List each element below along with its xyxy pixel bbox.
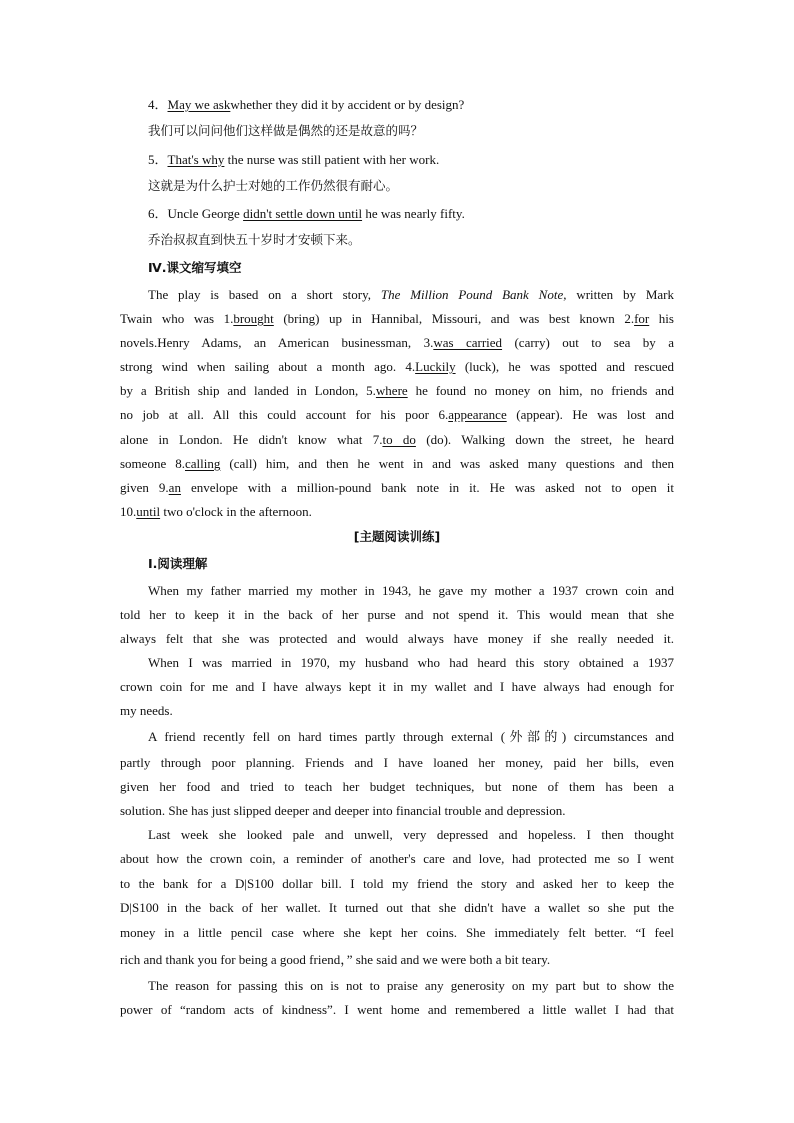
summary-line-1 [148, 285, 674, 305]
text: (bring) up in Hannibal, Missouri, and was best known 2. [273, 311, 635, 326]
answer-blank: May we ask [167, 97, 231, 112]
summary-line-5 [120, 381, 674, 401]
text: (carry) out to sea by a [502, 335, 674, 350]
answer-blank-7: to do [382, 432, 416, 447]
text: Twain who was 1. [120, 311, 234, 326]
answer-blank-8: calling [184, 456, 221, 471]
reading-line: When my father married my mother in 1943, he gave my mother a 1937 crown coin and [148, 583, 674, 598]
sentence-5-translation: 这就是为什么护士对她的工作仍然很有耐心。 [148, 178, 399, 193]
answer-blank-2: for [634, 311, 650, 326]
sentence-number: 4． [148, 97, 168, 112]
summary-line-6 [120, 405, 674, 425]
summary-line-4 [120, 357, 674, 377]
reading-line: given her food and tried to teach her budget techniques, but none of them has been a [120, 779, 674, 794]
answer-blank: didn't settle down until [243, 206, 363, 221]
reading-line: partly through poor planning. Friends and I have loaned her money, paid her bills, even [120, 755, 674, 770]
sentence-number: 6． [148, 206, 168, 221]
summary-line-3 [120, 333, 674, 353]
answer-blank-6: appearance [448, 407, 507, 422]
reading-line: told her to keep it in the back of her purse and not spend it. This would mean that she [120, 607, 674, 622]
text: (do). Walking down the street, he heard [415, 432, 674, 447]
reading-line: A friend recently fell on hard times partly through external (外部的) circumstances and [148, 729, 674, 744]
text: written by Mark [566, 287, 675, 302]
summary-line-10 [120, 502, 674, 522]
text: envelope with a million-pound bank note in it. He was asked not to open it [180, 480, 674, 495]
text: strong wind when sailing about a month ago. 4. [120, 359, 416, 374]
text: no job at all. All this could account for his poor 6. [120, 407, 449, 422]
answer-blank-9: an [168, 480, 181, 495]
reading-line: When I was married in 1970, my husband who had heard this story obtained a 1937 [148, 655, 674, 670]
text: someone 8. [120, 456, 185, 471]
reading-line: The reason for passing this on is not to praise any generosity on my part but to show the [148, 978, 674, 993]
text: (appear). He was lost and [506, 407, 674, 422]
answer-blank-5: where [375, 383, 408, 398]
answer-blank-3: was carried [433, 335, 503, 350]
answer-blank: That's why [167, 152, 225, 167]
theme-heading: [主题阅读训练] [353, 529, 441, 544]
reading-line: about how the crown coin, a reminder of another's care and love, had protected me so I went [120, 851, 674, 866]
reading-line: solution. She has just slipped deeper and deeper into financial trouble and depression. [120, 803, 566, 818]
answer-blank-4: Luckily [415, 359, 456, 374]
sentence-6-translation: 乔治叔叔直到快五十岁时才安顿下来。 [148, 232, 361, 247]
summary-line-9 [120, 478, 674, 498]
reading-line: power of “random acts of kindness”. I went home and remembered a little wallet I had that [120, 1002, 674, 1017]
summary-line-8 [120, 454, 674, 474]
text: two o'clock in the afternoon. [160, 504, 312, 519]
reading-line: to the bank for a D|S100 dollar bill. I told my friend the story and asked her to keep the [120, 876, 674, 891]
sentence-text: Uncle George [167, 206, 244, 221]
summary-line-2 [120, 309, 674, 329]
summary-line-7 [120, 430, 674, 450]
reading-line: crown coin for me and I have always kept it in my wallet and I have always had enough for [120, 679, 674, 694]
answer-blank-1: brought [233, 311, 274, 326]
section-1-title: Ⅰ.阅读理解 [148, 556, 208, 571]
text: The play is based on a short story, [148, 287, 381, 302]
text: (luck), he was spotted and rescued [455, 359, 674, 374]
text: alone in London. He didn't know what 7. [120, 432, 383, 447]
story-title: The Million Pound Bank Note, [380, 287, 567, 302]
reading-line: my needs. [120, 703, 173, 718]
text: his [649, 311, 674, 326]
section-4-title: Ⅳ.课文缩写填空 [148, 260, 242, 275]
answer-blank-10: until [136, 504, 161, 519]
reading-line: always felt that she was protected and would always have money if she really needed it. [120, 631, 674, 646]
text: (call) him, and then he went in and was asked many questions and then [220, 456, 674, 471]
sentence-6 [148, 204, 674, 224]
reading-line: money in a little pencil case where she kept her coins. She immediately felt better. “I feel [120, 925, 674, 940]
text: novels.Henry Adams, an American businessman, 3. [120, 335, 434, 350]
sentence-text: the nurse was still patient with her work. [224, 152, 440, 167]
reading-line: rich and thank you for being a good friend，” she said and we were both a bit teary. [120, 952, 551, 967]
reading-line: Last week she looked pale and unwell, very depressed and hopeless. I then thought [148, 827, 674, 842]
text: given 9. [120, 480, 169, 495]
sentence-text: whether they did it by accident or by design? [230, 97, 465, 112]
sentence-5 [148, 150, 674, 170]
text: 10. [120, 504, 137, 519]
text: by a British ship and landed in London, 5. [120, 383, 376, 398]
sentence-4-translation: 我们可以问问他们这样做是偶然的还是故意的吗？ [148, 123, 424, 138]
sentence-text: he was nearly fifty. [362, 206, 465, 221]
reading-line: D|S100 in the back of her wallet. It turned out that she didn't have a wallet so she put the [120, 900, 674, 915]
sentence-number: 5． [148, 152, 168, 167]
text: he found no money on him, no friends and [407, 383, 675, 398]
sentence-4 [148, 95, 674, 115]
